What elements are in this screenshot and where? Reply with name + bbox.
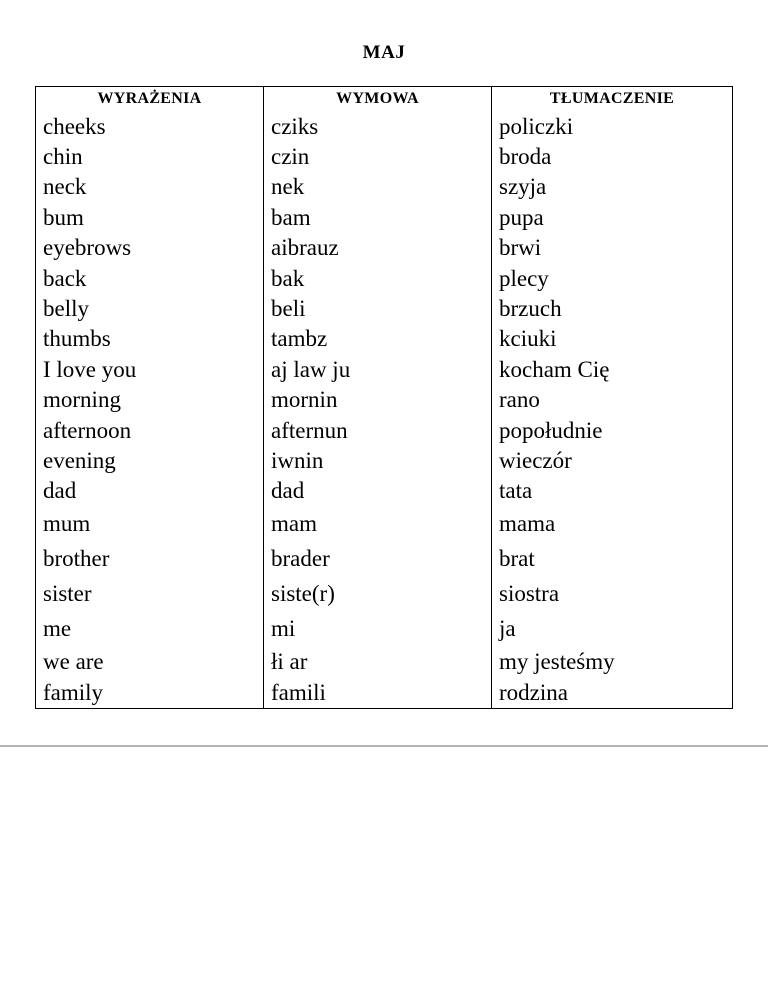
translation-cell: popołudnie [492, 415, 733, 445]
translation-cell: rano [492, 385, 733, 415]
expression-cell: family [36, 676, 264, 709]
translation-cell: rodzina [492, 676, 733, 709]
table-row [36, 576, 733, 611]
page-title: MAJ [362, 42, 406, 63]
expression-cell: neck [36, 172, 264, 202]
table-row [36, 354, 733, 384]
table-row [36, 646, 733, 676]
expression-cell: belly [36, 293, 264, 323]
expression-cell: I love you [36, 354, 264, 384]
column-header-translation: TŁUMACZENIE [492, 87, 733, 112]
pronunciation-cell: mi [264, 611, 492, 646]
expression-cell: chin [36, 141, 264, 171]
table-row [36, 445, 733, 475]
translation-cell: broda [492, 141, 733, 171]
translation-cell: mama [492, 506, 733, 541]
pronunciation-cell: łi ar [264, 646, 492, 676]
expression-cell: back [36, 263, 264, 293]
pronunciation-cell: dad [264, 476, 492, 506]
pronunciation-cell: bak [264, 263, 492, 293]
table-row [36, 202, 733, 232]
pronunciation-cell: afternun [264, 415, 492, 445]
table-row [36, 233, 733, 263]
table-header-row [36, 87, 733, 112]
page-divider [0, 745, 768, 747]
pronunciation-cell: mam [264, 506, 492, 541]
translation-cell: plecy [492, 263, 733, 293]
expression-cell: mum [36, 506, 264, 541]
translation-cell: policzki [492, 111, 733, 141]
expression-cell: evening [36, 445, 264, 475]
expression-cell: me [36, 611, 264, 646]
pronunciation-cell: nek [264, 172, 492, 202]
translation-cell: brwi [492, 233, 733, 263]
pronunciation-cell: famili [264, 676, 492, 709]
table-row [36, 263, 733, 293]
expression-cell: morning [36, 385, 264, 415]
expression-cell: eyebrows [36, 233, 264, 263]
pronunciation-cell: beli [264, 293, 492, 323]
expression-cell: we are [36, 646, 264, 676]
table-row [36, 506, 733, 541]
table-row [36, 172, 733, 202]
expression-cell: dad [36, 476, 264, 506]
translation-cell: brzuch [492, 293, 733, 323]
expression-cell: thumbs [36, 324, 264, 354]
column-header-pronunciation: WYMOWA [264, 87, 492, 112]
translation-cell: siostra [492, 576, 733, 611]
table-row [36, 385, 733, 415]
table-row [36, 141, 733, 171]
pronunciation-cell: cziks [264, 111, 492, 141]
expression-cell: afternoon [36, 415, 264, 445]
vocabulary-table [35, 86, 733, 709]
pronunciation-cell: iwnin [264, 445, 492, 475]
translation-cell: ja [492, 611, 733, 646]
table-row [36, 676, 733, 709]
expression-cell: sister [36, 576, 264, 611]
table-row [36, 324, 733, 354]
translation-cell: tata [492, 476, 733, 506]
pronunciation-cell: brader [264, 541, 492, 576]
pronunciation-cell: tambz [264, 324, 492, 354]
table-row [36, 541, 733, 576]
translation-cell: my jesteśmy [492, 646, 733, 676]
table-row [36, 111, 733, 141]
table-row [36, 611, 733, 646]
column-header-expressions: WYRAŻENIA [36, 87, 264, 112]
pronunciation-cell: aibrauz [264, 233, 492, 263]
expression-cell: brother [36, 541, 264, 576]
translation-cell: pupa [492, 202, 733, 232]
expression-cell: cheeks [36, 111, 264, 141]
pronunciation-cell: aj law ju [264, 354, 492, 384]
pronunciation-cell: siste(r) [264, 576, 492, 611]
expression-cell: bum [36, 202, 264, 232]
translation-cell: wieczór [492, 445, 733, 475]
translation-cell: kciuki [492, 324, 733, 354]
translation-cell: brat [492, 541, 733, 576]
table-row [36, 293, 733, 323]
pronunciation-cell: bam [264, 202, 492, 232]
translation-cell: kocham Cię [492, 354, 733, 384]
pronunciation-cell: mornin [264, 385, 492, 415]
pronunciation-cell: czin [264, 141, 492, 171]
table-row [36, 415, 733, 445]
translation-cell: szyja [492, 172, 733, 202]
table-row [36, 476, 733, 506]
